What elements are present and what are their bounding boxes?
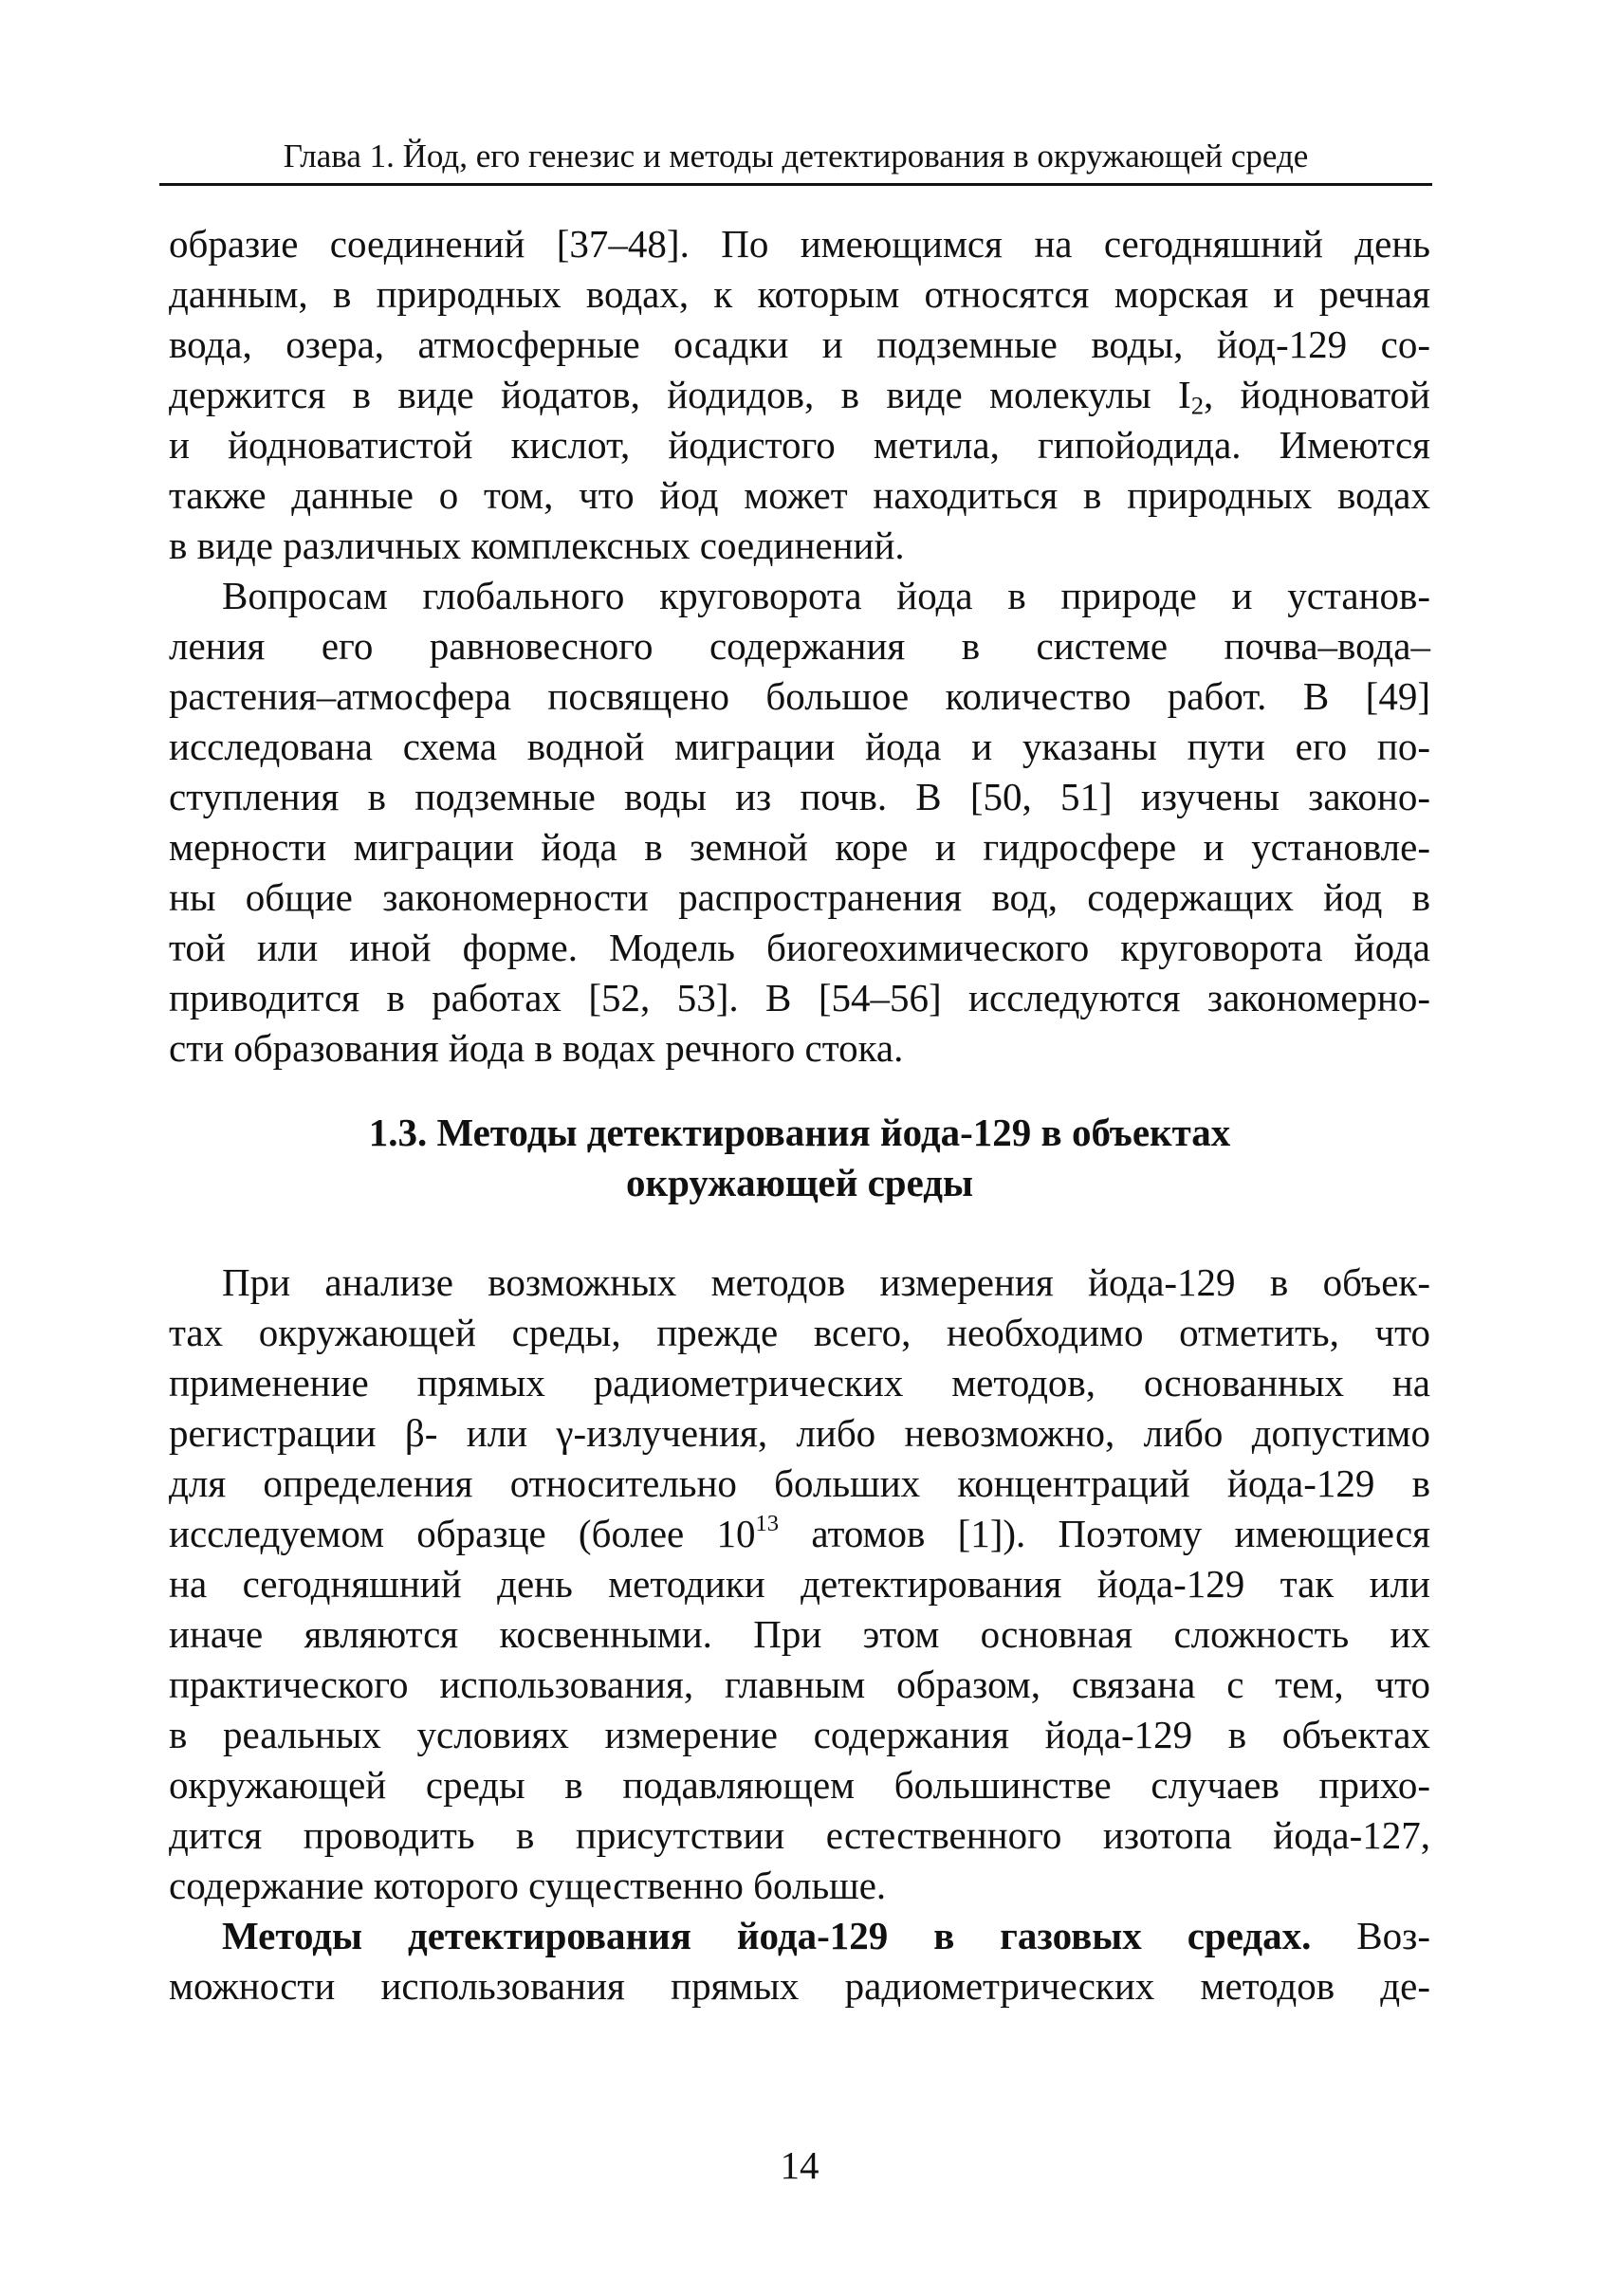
text-line xyxy=(169,371,1430,418)
text-span: исследуемом образце (более 10 xyxy=(169,1512,756,1555)
text-span: держится в виде йодатов, йодидов, в виде молекулы I xyxy=(169,373,1191,416)
superscript: 13 xyxy=(755,1510,780,1536)
text-line: регистрации β- или γ-излучения, либо невозможно, либо допустимо xyxy=(169,1411,1430,1455)
text-line: для определения относительно больших концентраций йода-129 в xyxy=(169,1461,1430,1505)
text-span: Воз- xyxy=(1311,1914,1430,1957)
text-line: тах окружающей среды, прежде всего, необходимо отметить, что xyxy=(169,1311,1430,1354)
text-span: , йодноватой xyxy=(1204,373,1430,416)
text-line: применение прямых радиометрических методов, основанных на xyxy=(169,1361,1430,1405)
text-line: растения–атмосфера посвящено большое количество работ. В [49] xyxy=(169,674,1430,718)
section-heading-line: окружающей среды xyxy=(626,1161,973,1204)
text-line: той или иной форме. Модель биогеохимического круговорота йода xyxy=(169,926,1430,969)
run-in-heading: Методы детектирования йода-129 в газовых средах. xyxy=(222,1914,1312,1957)
text-line xyxy=(222,1912,1430,1959)
text-line: мерности миграции йода в земной коре и гидросфере и установле- xyxy=(169,825,1430,869)
text-line: образие соединений [37–48]. По имеющимся на сегодняшний день xyxy=(169,222,1430,266)
text-line: также данные о том, что йод может находиться в природных водах xyxy=(169,473,1430,517)
running-head: Глава 1. Йод, его генезис и методы детектирования в окружающей среде xyxy=(283,138,1309,174)
page-number: 14 xyxy=(780,2143,819,2187)
text-line: сти образования йода в водах речного стока. xyxy=(169,1026,904,1070)
text-line: вода, озера, атмосферные осадки и подземные воды, йод-129 со- xyxy=(169,322,1430,366)
text-line: в реальных условиях измерение содержания йода-129 в объектах xyxy=(169,1713,1430,1756)
text-line: можности использования прямых радиометрических методов де- xyxy=(169,1964,1430,2008)
text-line: Вопросам глобального круговорота йода в природе и установ- xyxy=(222,574,1430,617)
text-line: данным, в природных водах, к которым относятся морская и речная xyxy=(169,272,1430,316)
text-line: и йодноватистой кислот, йодистого метила, гипойодида. Имеются xyxy=(169,423,1430,467)
text-line: в виде различных комплексных соединений. xyxy=(169,523,905,567)
text-span: атомов [1]). Поэтому имеющиеся xyxy=(779,1512,1431,1555)
subscript: 2 xyxy=(1190,391,1205,420)
text-line xyxy=(169,1510,1430,1557)
text-line: иначе являются косвенными. При этом основная сложность их xyxy=(169,1612,1430,1656)
running-head-rule xyxy=(159,183,1432,186)
text-line: содержание которого существенно больше. xyxy=(169,1864,887,1907)
text-line: на сегодняшний день методики детектирования йода-129 так или xyxy=(169,1562,1430,1606)
text-line: При анализе возможных методов измерения йода-129 в объек- xyxy=(222,1260,1430,1304)
text-line: исследована схема водной миграции йода и указаны пути его по- xyxy=(169,725,1430,768)
text-line: приводится в работах [52, 53]. В [54–56] исследуются закономерно- xyxy=(169,976,1430,1019)
text-line: окружающей среды в подавляющем большинстве случаев прихо- xyxy=(169,1763,1430,1807)
text-line: практического использования, главным образом, связана с тем, что xyxy=(169,1662,1430,1706)
text-line: ступления в подземные воды из почв. В [50, 51] изучены законо- xyxy=(169,775,1430,818)
section-heading-line: 1.3. Методы детектирования йода-129 в объектах xyxy=(368,1111,1231,1154)
text-line: дится проводить в присутствии естественного изотопа йода-127, xyxy=(169,1813,1430,1857)
text-line: ления его равновесного содержания в системе почва–вода– xyxy=(169,624,1430,668)
text-line: ны общие закономерности распространения вод, содержащих йод в xyxy=(169,875,1430,919)
